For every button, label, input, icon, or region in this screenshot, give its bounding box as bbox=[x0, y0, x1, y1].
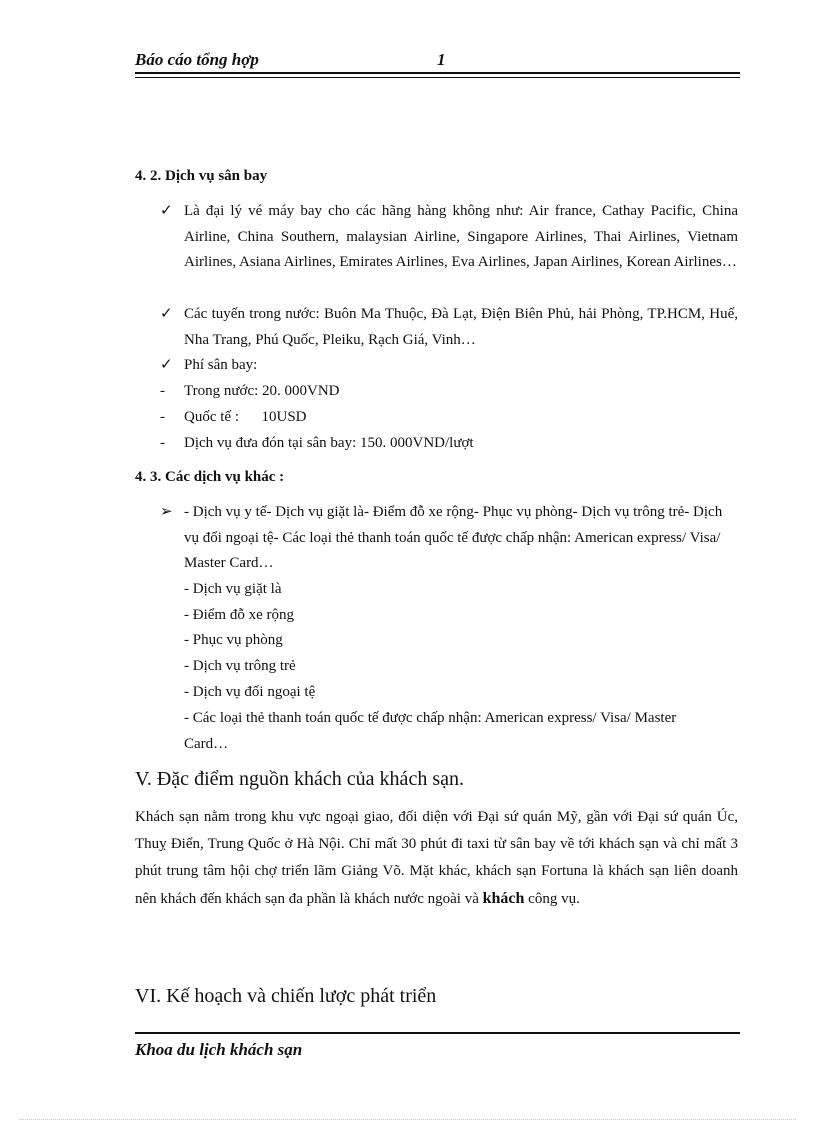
header-rule-thick bbox=[135, 72, 740, 74]
check-mark-icon: ✓ bbox=[160, 357, 173, 373]
header-title: Báo cáo tổng hợp bbox=[135, 50, 259, 69]
international-fee: Quốc tế : 10USD bbox=[184, 409, 307, 425]
page-number: 1 bbox=[437, 50, 446, 69]
dash-marker: - bbox=[160, 435, 165, 451]
section-v-paragraph bbox=[135, 804, 738, 913]
paragraph-bold-word: khách bbox=[482, 890, 525, 907]
page-edge-dots bbox=[20, 1119, 796, 1120]
service-currency-exchange: - Dịch vụ đổi ngoại tệ bbox=[184, 684, 316, 700]
dash-marker: - bbox=[160, 383, 165, 399]
service-cards: - Các loại thẻ thanh toán quốc tế được chấp nhận: American express/ Visa/ Master Card… bbox=[184, 710, 677, 752]
section-4-3-heading: 4. 3. Các dịch vụ khác : bbox=[135, 469, 285, 485]
domestic-routes-item: Các tuyến trong nước: Buôn Ma Thuộc, Đà Lạt, Điện Biên Phủ, hải Phòng, TP.HCM, Huế, Nha Trang, Phú Quốc, Pleiku, Rạch Giá, Vinh… bbox=[184, 306, 738, 348]
section-vi-heading: VI. Kế hoạch và chiến lược phát triển bbox=[135, 985, 437, 1007]
other-services-intro: - Dịch vụ y tế- Dịch vụ giặt là- Điểm đỗ xe rộng- Phục vụ phòng- Dịch vụ trông trẻ- Dịch vụ đổi ngoại tệ- Các loại thẻ thanh toán quốc tế được chấp nhận: American express/ Visa/ Master Card… bbox=[184, 504, 723, 571]
header-rule-thin bbox=[135, 77, 740, 78]
service-parking: - Điểm đỗ xe rộng bbox=[184, 607, 294, 623]
check-mark-icon: ✓ bbox=[160, 306, 173, 322]
service-room: - Phục vụ phòng bbox=[184, 632, 283, 648]
service-laundry: - Dịch vụ giặt là bbox=[184, 581, 282, 597]
section-v-heading: V. Đặc điểm nguồn khách của khách sạn. bbox=[135, 768, 464, 790]
paragraph-text-end: công vụ. bbox=[524, 891, 580, 907]
domestic-fee: Trong nước: 20. 000VND bbox=[184, 383, 340, 399]
section-4-2-heading: 4. 2. Dịch vụ sân bay bbox=[135, 168, 268, 184]
shuttle-service-fee: Dịch vụ đưa đón tại sân bay: 150. 000VND/lượt bbox=[184, 435, 474, 451]
footer-rule bbox=[135, 1032, 740, 1034]
dash-marker: - bbox=[160, 409, 165, 425]
airline-agent-item: Là đại lý vé máy bay cho các hãng hàng không như: Air france, Cathay Pacific, China Airline, China Southern, malaysian Airline, Singapore Airlines, Thai Airlines, Vietnam Airlines, Asiana Airlines, Emirates Airlines, Eva Airlines, Japan Airlines, Korean Airlines… bbox=[184, 203, 738, 270]
footer-text: Khoa du lịch khách sạn bbox=[135, 1040, 303, 1059]
paragraph-text: Khách sạn nằm trong khu vực ngoại giao, đối diện với Đại sứ quán Mỹ, gần với Đại sứ quán Úc, Thuỵ Điển, Trung Quốc ở Hà Nội. Chỉ mất 30 phút đi taxi từ sân bay về tới khách sạn và chỉ mất 3 phút trung tâm hội chợ triển lãm Giảng Võ. Mặt khác, khách sạn Fortuna là khách sạn liên doanh nên khách đến khách sạn đa phần là khách nước ngoài và bbox=[135, 809, 738, 907]
airport-fee-item: Phí sân bay: bbox=[184, 357, 258, 373]
check-mark-icon: ✓ bbox=[160, 203, 173, 219]
service-childcare: - Dịch vụ trông trẻ bbox=[184, 658, 296, 674]
arrow-bullet-icon: ➢ bbox=[160, 504, 173, 520]
